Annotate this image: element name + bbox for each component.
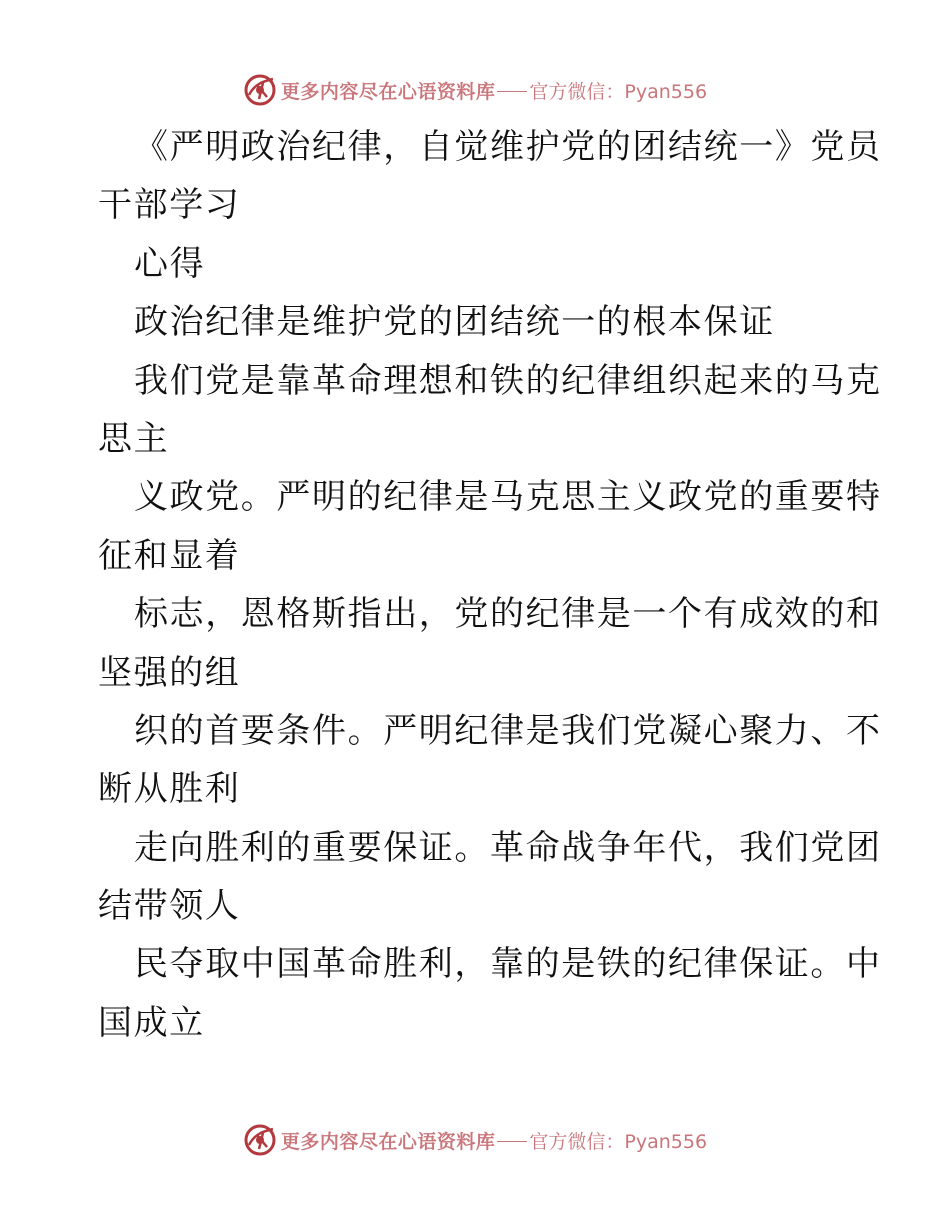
paragraph-line: 民夺取中国革命胜利，靠的是铁的纪律保证。中: [134, 944, 882, 985]
paragraph-line: 征和显着: [98, 535, 241, 576]
paragraph-line: 政治纪律是维护党的团结统一的根本保证: [134, 302, 775, 343]
paragraph-line: 国成立: [98, 1002, 205, 1043]
banner-dash: [497, 1141, 527, 1142]
title-line-1: 《严明政治纪律，自觉维护党的团结统一》党员: [134, 127, 882, 167]
footer-banner: [0, 1122, 950, 1158]
header-banner: [0, 72, 950, 108]
banner-site-text: 更多内容尽在心语资料库: [280, 80, 496, 103]
paragraph-line: 织的首要条件。严明纪律是我们党凝心聚力、不: [134, 710, 882, 751]
red-circular-logo-icon: [243, 73, 277, 107]
title-line-2: 干部学习: [98, 185, 241, 226]
banner-dash: [497, 91, 527, 92]
paragraph-line: 标志，恩格斯指出，党的纪律是一个有成效的和: [134, 594, 882, 635]
paragraph-line: 结带领人: [98, 886, 241, 927]
document-body: [98, 118, 882, 1052]
banner-wechat-text: 官方微信：Pyan556: [529, 80, 708, 103]
paragraph-line: 走向胜利的重要保证。革命战争年代，我们党团: [134, 827, 882, 868]
paragraph-line: 义政党。严明的纪律是马克思主义政党的重要特: [134, 477, 882, 518]
title-line-3: 心得: [134, 243, 206, 284]
paragraph-line: 思主: [98, 418, 170, 459]
paragraph-line: 断从胜利: [98, 769, 241, 810]
paragraph-line: 坚强的组: [98, 652, 241, 693]
banner-wechat-text: 官方微信：Pyan556: [529, 1130, 708, 1153]
paragraph-line: 我们党是靠革命理想和铁的纪律组织起来的马克: [134, 360, 882, 401]
banner-site-text: 更多内容尽在心语资料库: [280, 1130, 496, 1153]
red-circular-logo-icon: [243, 1123, 277, 1157]
